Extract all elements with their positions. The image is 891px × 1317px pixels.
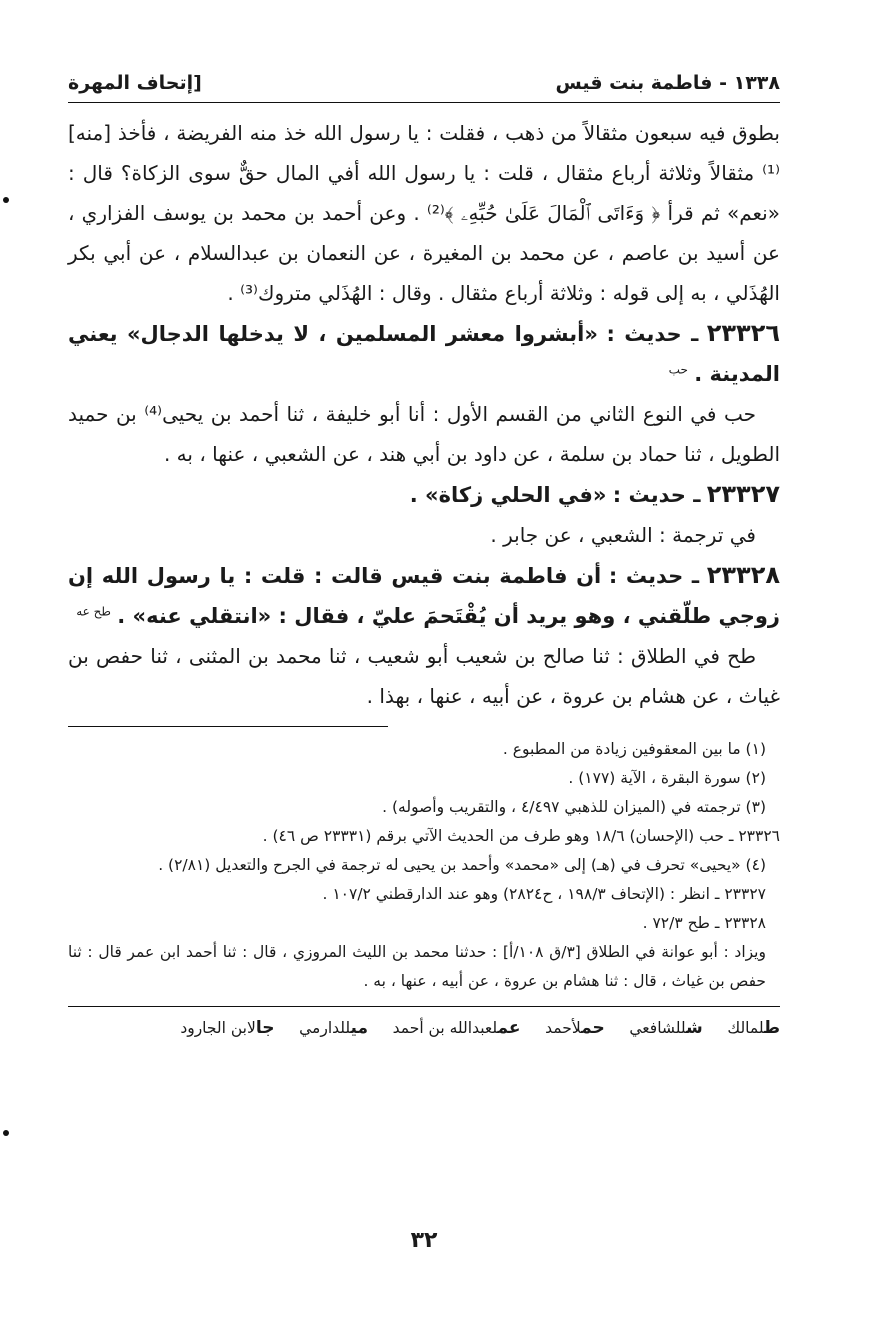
abbr-label: لأحمد	[545, 1019, 582, 1037]
abbr-label: للشافعي	[629, 1019, 687, 1037]
abbr-code: جا	[255, 1018, 275, 1038]
footnote: (٢) سورة البقرة ، الآية (١٧٧) .	[568, 769, 766, 787]
abbr-code: مي	[350, 1018, 368, 1038]
paragraph-isnad: حب في النوع الثاني من القسم الأول : أنا أبو خليفة ، ثنا أحمد بن يحيى⁽⁴⁾ بن حميد الطويل ، ثنا حماد بن سلمة ، عن داود بن أبي هند ، عن الشعبي ، عنها ، به .	[68, 402, 780, 466]
hadith-text: «أبشروا معشر المسلمين ، لا يدخلها الدجال» يعني المدينة .	[68, 322, 780, 386]
footnote: ويزاد : أبو عوانة في الطلاق [٣/ق ١٠٨/أ] : حدثنا محمد بن الليث المروزي ، قال : ثنا أحمد ابن عمر قال : ثنا حفص بن غياث ، قال : ثنا هشام بن عروة ، عن أبيه ، عنها ، به .	[68, 943, 766, 990]
hadith-entry-23327	[68, 474, 780, 515]
margin-mark	[3, 1130, 9, 1136]
hadith-number: ٢٣٣٢٨	[706, 561, 780, 589]
abbr-code: ط	[763, 1018, 780, 1038]
hadith-number: ٢٣٣٢٧	[706, 480, 780, 508]
footnote: (٣) ترجمته في (الميزان للذهبي ٤/٤٩٧ ، والتقريب وأصوله) .	[382, 798, 766, 816]
header-entry-title: ١٣٣٨ - فاطمة بنت قيس	[555, 72, 780, 94]
abbreviations-rule	[68, 1006, 780, 1007]
footnote: ٢٣٣٢٧ ـ انظر : (الإتحاف ١٩٨/٣ ، ح٢٨٢٤) وهو عند الدارقطني ١٠٧/٢ .	[322, 885, 766, 903]
header-book-title: [إتحاف المهرة	[68, 72, 202, 94]
abbreviations-key	[68, 1013, 780, 1043]
paragraph-isnad: طح في الطلاق : ثنا صالح بن شعيب أبو شعيب ، ثنا محمد بن المثنى ، ثنا حفص بن غياث ، عن هشام بن عروة ، عن أبيه ، عنها ، بهذا .	[68, 644, 780, 708]
hadith-label: ـ حديث :	[612, 483, 701, 507]
abbr-code: عم	[497, 1018, 521, 1038]
abbr-label: لابن الجارود	[180, 1019, 256, 1037]
hadith-entry-23328	[68, 555, 780, 636]
page-number: ٣٢	[410, 1228, 438, 1253]
hadith-label: ـ حديث :	[606, 322, 699, 346]
abbr-code: حم	[581, 1018, 605, 1038]
hadith-text: «في الحلي زكاة» .	[409, 483, 607, 507]
footnote: (١) ما بين المعقوفين زيادة من المطبوع .	[502, 740, 766, 758]
abbr-label: لمالك	[727, 1019, 764, 1037]
footnote: (٤) «يحيى» تحرف في (هـ) إلى «محمد» وأحمد بن يحيى له ترجمة في الجرح والتعديل (٢/٨١) .	[158, 856, 766, 874]
hadith-label: ـ حديث :	[608, 564, 700, 588]
footnote-rule	[68, 726, 388, 727]
margin-mark	[3, 197, 9, 203]
hadith-entry-23326	[68, 313, 780, 394]
hadith-text: أن فاطمة بنت قيس قالت : قلت : يا رسول الله إن زوجي طلّقني ، وهو يريد أن يُقْتَحمَ عليّ ، فقال : «انتقلي عنه» .	[68, 564, 780, 628]
paragraph-reference: في ترجمة : الشعبي ، عن جابر .	[490, 523, 756, 547]
header-rule	[68, 102, 780, 103]
source-siglum: حب	[668, 362, 688, 377]
running-header	[68, 58, 780, 94]
main-text	[68, 113, 780, 716]
paragraph-continuation: بطوق فيه سبعون مثقالاً من ذهب ، فقلت : يا رسول الله خذ منه الفريضة ، فأخذ [منه]⁽¹⁾ مثقالاً وثلاثة أرباع مثقال ، قلت : يا رسول الله أفي المال حقٌّ سوى الزكاة؟ قال : «نعم» ثم قرأ ﴿ وَءَاتَى ٱلْمَالَ عَلَىٰ حُبِّهِۦ ﴾⁽²⁾ . وعن أحمد بن محمد بن يوسف الفزاري ، عن أسيد بن عاصم ، عن محمد بن المغيرة ، عن النعمان بن عبدالسلام ، عن أبي بكر الهُذَلي ، به إلى قوله : وثلاثة أرباع مثقال . وقال : الهُذَلي متروك⁽³⁾ .	[68, 121, 780, 305]
footnote: ٢٣٣٢٨ ـ طح ٧٢/٣ .	[642, 914, 766, 932]
source-siglum: طح عه	[76, 604, 111, 619]
abbr-label: للدارمي	[299, 1019, 351, 1037]
hadith-number: ٢٣٣٢٦	[706, 319, 780, 347]
abbr-label: لعبدالله بن أحمد	[392, 1019, 498, 1037]
book-page	[68, 58, 780, 1278]
abbr-code: ش	[686, 1018, 703, 1038]
footnote: ٢٣٣٢٦ ـ حب (الإحسان) ١٨/٦ وهو طرف من الحديث الآتي برقم (٢٣٣٣١ ص ٤٦) .	[262, 827, 780, 845]
footnotes	[68, 735, 780, 996]
